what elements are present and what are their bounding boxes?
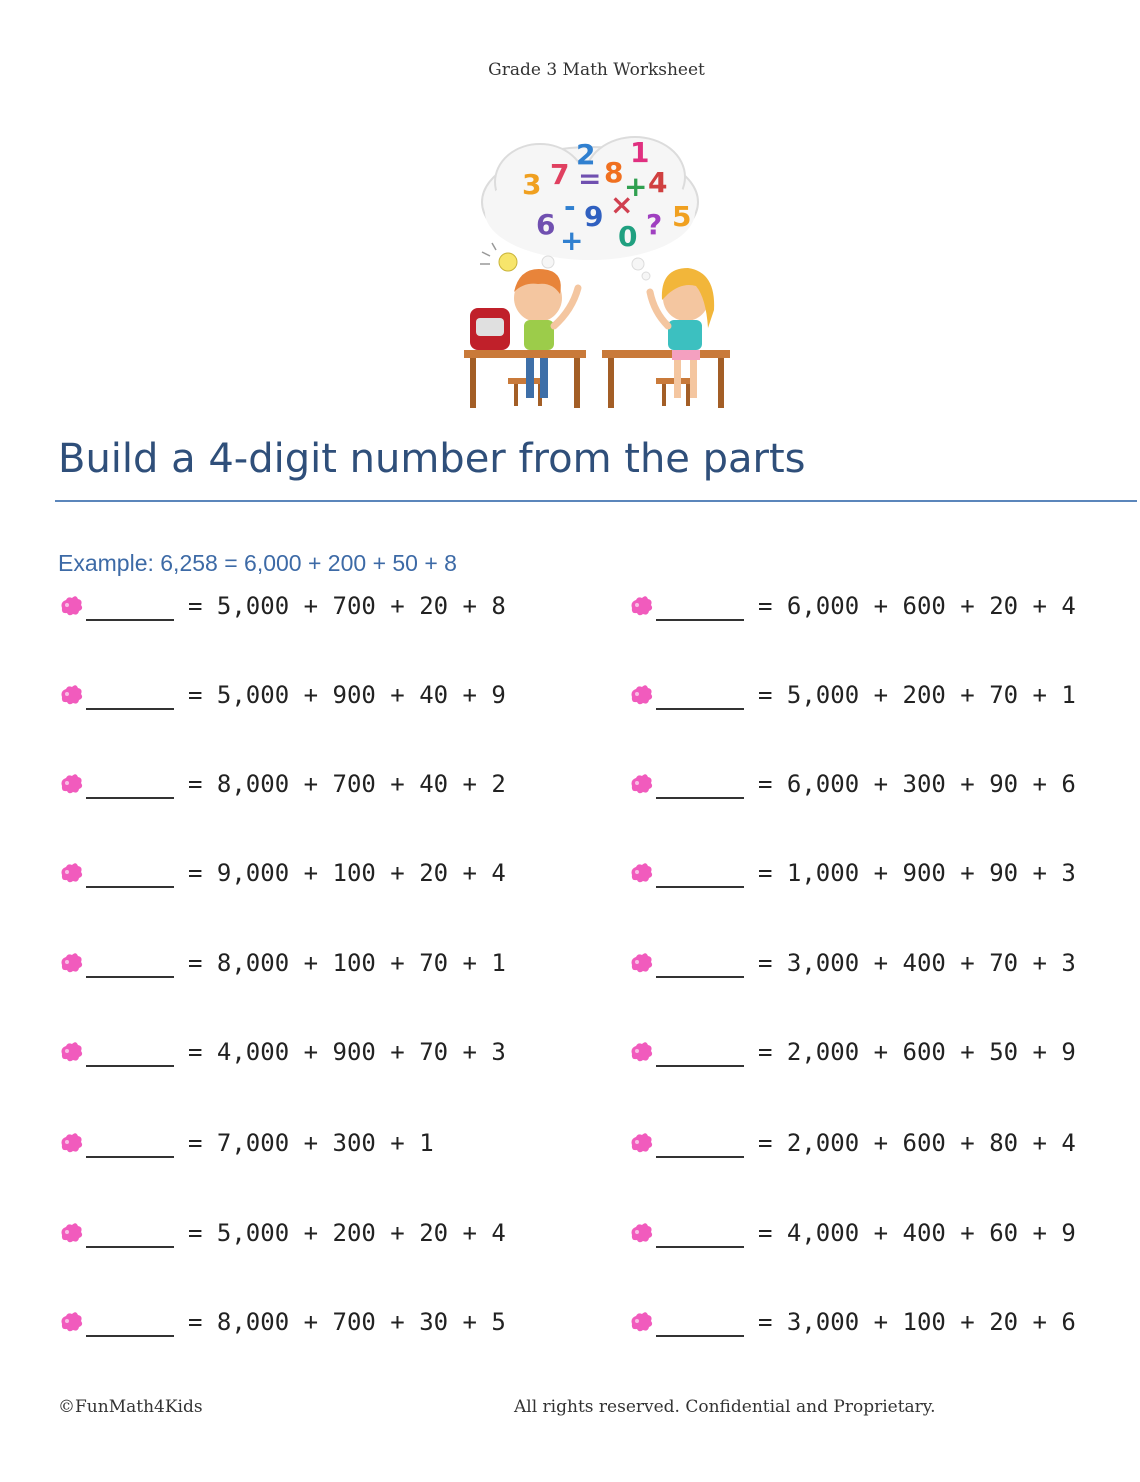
footer-copyright: ©FunMath4Kids	[58, 1397, 203, 1417]
problem-parts: = 9,000 + 100 + 20 + 4	[188, 859, 506, 887]
problem-parts: = 8,000 + 700 + 30 + 5	[188, 1308, 506, 1336]
cloud-symbol: 0	[618, 220, 638, 253]
example-line: Example: 6,258 = 6,000 + 200 + 50 + 8	[58, 550, 457, 576]
answer-blank[interactable]	[656, 686, 744, 710]
answer-blank[interactable]	[86, 775, 174, 799]
cloud-symbol: 8	[604, 156, 624, 189]
problem-row	[58, 943, 506, 983]
problem-row	[58, 675, 506, 715]
cloud-symbol: +	[560, 224, 584, 257]
pink-splash-icon	[628, 683, 654, 707]
answer-blank[interactable]	[86, 864, 174, 888]
problem-parts: = 2,000 + 600 + 80 + 4	[758, 1129, 1076, 1157]
answer-blank[interactable]	[86, 954, 174, 978]
problem-parts: = 6,000 + 300 + 90 + 6	[758, 770, 1076, 798]
problem-parts: = 5,000 + 700 + 20 + 8	[188, 592, 506, 620]
problem-row	[58, 1302, 506, 1342]
answer-blank[interactable]	[656, 1043, 744, 1067]
answer-blank[interactable]	[86, 1313, 174, 1337]
problem-row	[628, 1213, 1076, 1253]
answer-blank[interactable]	[656, 1224, 744, 1248]
problem-row	[628, 675, 1076, 715]
problem-parts: = 6,000 + 600 + 20 + 4	[758, 592, 1076, 620]
answer-blank[interactable]	[656, 954, 744, 978]
problem-row	[628, 943, 1076, 983]
pink-splash-icon	[628, 1310, 654, 1334]
page-title: Build a 4-digit number from the parts	[58, 436, 806, 482]
answer-blank[interactable]	[656, 775, 744, 799]
pink-splash-icon	[58, 951, 84, 975]
footer-rights: All rights reserved. Confidential and Proprietary.	[514, 1397, 936, 1417]
desk-right	[602, 350, 730, 408]
problem-row	[628, 1032, 1076, 1072]
pink-splash-icon	[628, 594, 654, 618]
problem-row	[628, 853, 1076, 893]
answer-blank[interactable]	[656, 1134, 744, 1158]
backpack-icon	[470, 308, 510, 350]
pink-splash-icon	[628, 951, 654, 975]
problem-row	[58, 1032, 506, 1072]
title-divider	[55, 500, 1137, 502]
problem-row	[58, 764, 506, 804]
problem-row	[58, 1213, 506, 1253]
problem-parts: = 8,000 + 700 + 40 + 2	[188, 770, 506, 798]
answer-blank[interactable]	[86, 686, 174, 710]
problem-parts: = 5,000 + 200 + 20 + 4	[188, 1219, 506, 1247]
problem-parts: = 2,000 + 600 + 50 + 9	[758, 1038, 1076, 1066]
pink-splash-icon	[628, 1131, 654, 1155]
problem-row	[628, 1302, 1076, 1342]
problem-parts: = 5,000 + 900 + 40 + 9	[188, 681, 506, 709]
lightbulb-icon	[480, 243, 517, 271]
cloud-symbol: -	[564, 190, 576, 223]
pink-splash-icon	[628, 772, 654, 796]
cloud-symbol: =	[578, 162, 602, 195]
problem-parts: = 1,000 + 900 + 90 + 3	[758, 859, 1076, 887]
pink-splash-icon	[58, 772, 84, 796]
cloud-symbol: 6	[536, 208, 556, 241]
answer-blank[interactable]	[86, 597, 174, 621]
pink-splash-icon	[628, 1221, 654, 1245]
cloud-symbol: 5	[672, 200, 692, 233]
pink-splash-icon	[58, 594, 84, 618]
pink-splash-icon	[628, 1040, 654, 1064]
problem-parts: = 4,000 + 400 + 60 + 9	[758, 1219, 1076, 1247]
cloud-symbol: 2	[576, 138, 596, 171]
cloud-symbol: +	[624, 170, 648, 203]
cloud-symbol: 4	[648, 166, 668, 199]
answer-blank[interactable]	[656, 597, 744, 621]
answer-blank[interactable]	[86, 1134, 174, 1158]
problem-parts: = 4,000 + 900 + 70 + 3	[188, 1038, 506, 1066]
kids-thinking-illustration	[460, 122, 740, 412]
problem-row	[58, 1123, 434, 1163]
problem-row	[628, 1123, 1076, 1163]
problem-parts: = 3,000 + 400 + 70 + 3	[758, 949, 1076, 977]
cloud-symbol: 3	[522, 168, 542, 201]
cloud-symbol: ?	[646, 208, 663, 241]
pink-splash-icon	[58, 1040, 84, 1064]
problem-parts: = 7,000 + 300 + 1	[188, 1129, 434, 1157]
problem-row	[58, 853, 506, 893]
problem-parts: = 5,000 + 200 + 70 + 1	[758, 681, 1076, 709]
answer-blank[interactable]	[86, 1224, 174, 1248]
pink-splash-icon	[58, 683, 84, 707]
cloud-symbol: 9	[584, 200, 604, 233]
problem-row	[58, 586, 506, 626]
pink-splash-icon	[58, 1131, 84, 1155]
pink-splash-icon	[58, 1310, 84, 1334]
pink-splash-icon	[58, 1221, 84, 1245]
problem-parts: = 8,000 + 100 + 70 + 1	[188, 949, 506, 977]
cloud-symbol: ×	[610, 188, 634, 221]
worksheet-header-title: Grade 3 Math Worksheet	[488, 60, 705, 80]
pink-splash-icon	[628, 861, 654, 885]
pink-splash-icon	[58, 861, 84, 885]
problem-parts: = 3,000 + 100 + 20 + 6	[758, 1308, 1076, 1336]
answer-blank[interactable]	[656, 1313, 744, 1337]
answer-blank[interactable]	[656, 864, 744, 888]
problem-row	[628, 586, 1076, 626]
answer-blank[interactable]	[86, 1043, 174, 1067]
cloud-symbol: 7	[550, 158, 570, 191]
cloud-symbol: 1	[630, 136, 650, 169]
desk-left	[464, 350, 586, 408]
problem-row	[628, 764, 1076, 804]
